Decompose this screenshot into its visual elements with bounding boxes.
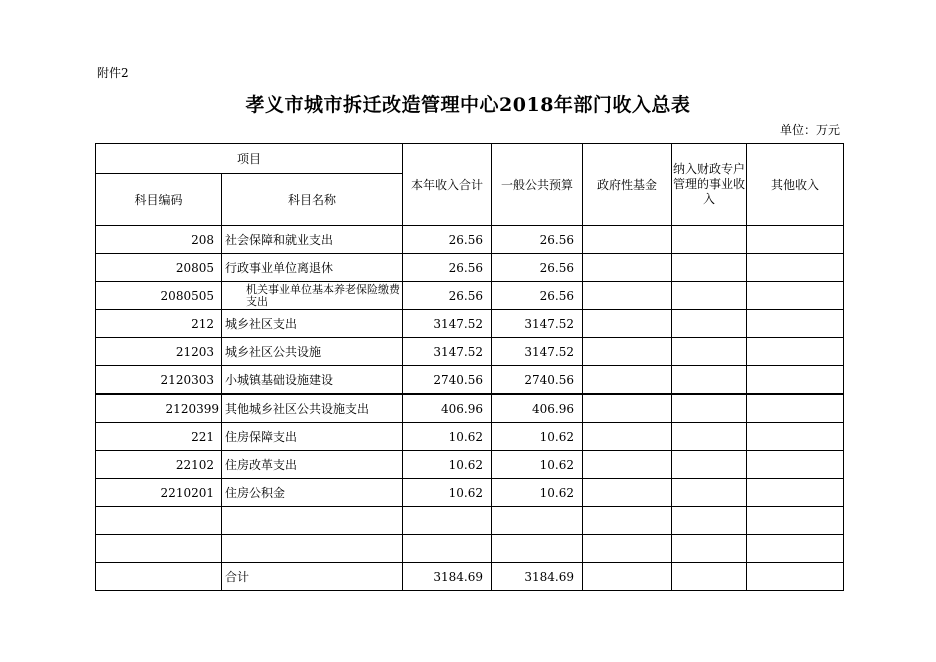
row-gov-fund [583,535,672,563]
row-code [96,535,222,563]
row-special-fin [672,254,747,282]
income-summary-table [95,143,844,591]
row-name: 城乡社区支出 [222,310,403,338]
row-special-fin [672,535,747,563]
row-name: 住房公积金 [222,479,403,507]
header-total: 本年收入合计 [403,144,492,226]
table-row [96,226,844,254]
row-other [747,423,844,451]
table-body [96,226,844,591]
row-special-fin [672,423,747,451]
header-gov-fund: 政府性基金 [583,144,672,226]
row-name: 社会保障和就业支出 [222,226,403,254]
table-row [96,338,844,366]
row-gov-fund [583,226,672,254]
row-name: 其他城乡社区公共设施支出 [222,394,403,423]
table-row [96,366,844,395]
row-special-fin [672,507,747,535]
row-total: 10.62 [403,423,492,451]
row-total: 2740.56 [403,366,492,395]
row-other [747,451,844,479]
row-name: 行政事业单位离退休 [222,254,403,282]
header-project: 项目 [96,144,403,174]
row-code: 2120399 [96,394,222,423]
row-code: 21203 [96,338,222,366]
row-gov-fund [583,451,672,479]
row-code: 2080505 [96,282,222,310]
header-other: 其他收入 [747,144,844,226]
row-name [222,535,403,563]
row-special-fin [672,394,747,423]
row-code: 22102 [96,451,222,479]
row-general: 10.62 [492,479,583,507]
table-row [96,310,844,338]
row-special-fin [672,282,747,310]
table-row [96,535,844,563]
row-other [747,338,844,366]
row-gov-fund [583,394,672,423]
row-other [747,394,844,423]
row-other [747,310,844,338]
row-general [492,507,583,535]
row-total: 10.62 [403,479,492,507]
total-general: 3184.69 [492,563,583,591]
total-other [747,563,844,591]
row-total: 3147.52 [403,310,492,338]
row-name: 住房保障支出 [222,423,403,451]
row-special-fin [672,479,747,507]
row-general: 2740.56 [492,366,583,395]
row-special-fin [672,310,747,338]
row-name: 住房改革支出 [222,451,403,479]
row-code: 20805 [96,254,222,282]
table-row [96,451,844,479]
header-name: 科目名称 [222,174,403,226]
total-gov-fund [583,563,672,591]
row-total: 406.96 [403,394,492,423]
table-row [96,479,844,507]
row-total: 26.56 [403,254,492,282]
unit-label: 单位：万元 [779,123,840,137]
row-total: 3147.52 [403,338,492,366]
row-gov-fund [583,479,672,507]
row-name: 小城镇基础设施建设 [222,366,403,395]
attachment-label: 附件2 [97,66,129,80]
row-general [492,535,583,563]
row-other [747,507,844,535]
row-gov-fund [583,423,672,451]
row-other [747,254,844,282]
row-general: 10.62 [492,451,583,479]
row-gov-fund [583,507,672,535]
row-special-fin [672,338,747,366]
row-general: 3147.52 [492,338,583,366]
row-total: 10.62 [403,451,492,479]
row-code: 2120303 [96,366,222,395]
row-gov-fund [583,338,672,366]
row-code: 2210201 [96,479,222,507]
row-other [747,226,844,254]
total-special-fin [672,563,747,591]
row-general: 10.62 [492,423,583,451]
header-general-budget: 一般公共预算 [492,144,583,226]
row-code [96,507,222,535]
row-other [747,282,844,310]
row-gov-fund [583,366,672,395]
row-general: 26.56 [492,226,583,254]
row-gov-fund [583,282,672,310]
row-total [403,535,492,563]
row-general: 406.96 [492,394,583,423]
row-gov-fund [583,254,672,282]
row-special-fin [672,451,747,479]
table-row [96,394,844,423]
total-code [96,563,222,591]
header-code: 科目编码 [96,174,222,226]
total-row [96,563,844,591]
row-name [222,282,403,310]
row-gov-fund [583,310,672,338]
table-row [96,282,844,310]
total-label: 合计 [222,563,403,591]
row-general: 3147.52 [492,310,583,338]
table-row [96,254,844,282]
header-special-fin: 纳入财政专户管理的事业收入 [672,144,747,226]
row-total [403,507,492,535]
table-row [96,423,844,451]
row-total: 26.56 [403,282,492,310]
row-general: 26.56 [492,254,583,282]
page-title: 孝义市城市拆迁改造管理中心2018年部门收入总表 [245,94,691,116]
row-general: 26.56 [492,282,583,310]
row-name: 城乡社区公共设施 [222,338,403,366]
row-name [222,507,403,535]
row-name-text: 机关事业单位基本养老保险缴费支出 [246,282,400,308]
row-other [747,366,844,395]
row-code: 212 [96,310,222,338]
total-total: 3184.69 [403,563,492,591]
row-total: 26.56 [403,226,492,254]
row-code: 221 [96,423,222,451]
row-other [747,479,844,507]
table-row [96,507,844,535]
row-special-fin [672,366,747,395]
row-code: 208 [96,226,222,254]
row-special-fin [672,226,747,254]
row-other [747,535,844,563]
